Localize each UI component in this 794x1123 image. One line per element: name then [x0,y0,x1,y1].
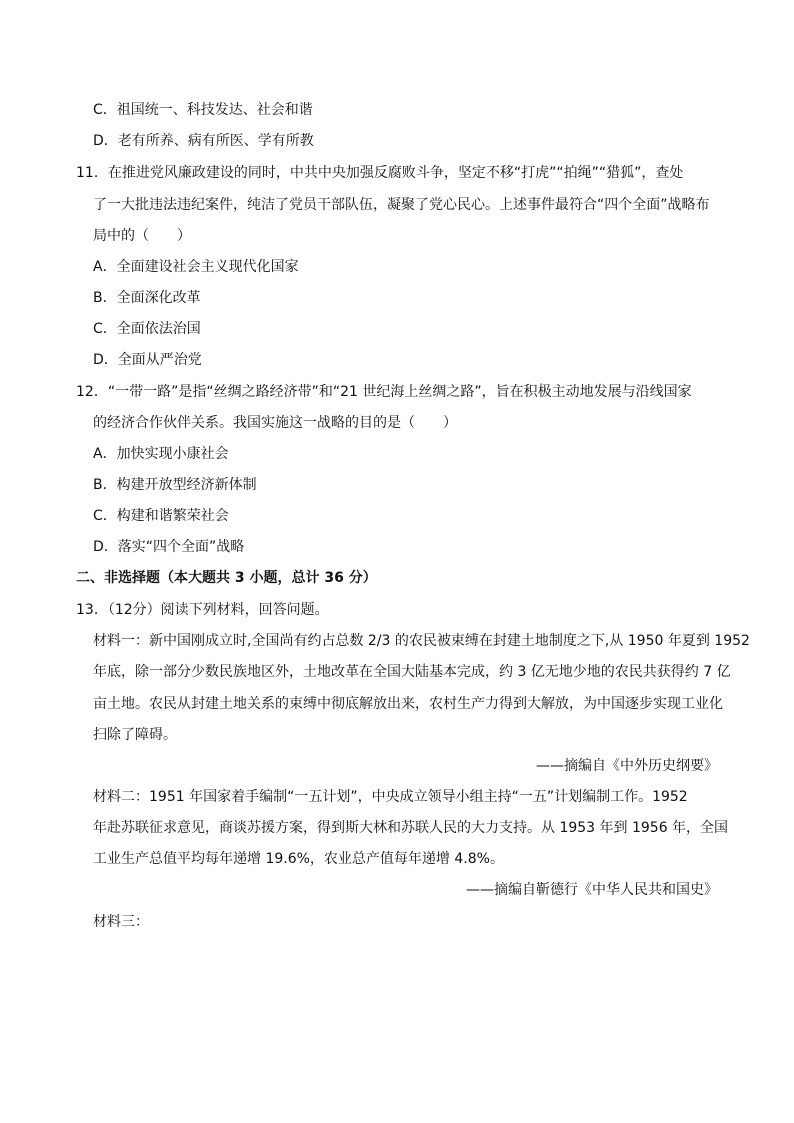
q13-material2-line3: 工业生产总值平均每年递增 19.6%，农业总产值每年递增 4.8%。 [93,851,504,867]
q13-material2-source: ——摘编自靳德行《中华人民共和国史》 [466,882,718,898]
q13-material3-label: 材料三： [93,914,149,930]
q12-option-a: A．加快实现小康社会 [93,446,229,462]
q11-stem-line2: 了一大批违法违纪案件，纯洁了党员干部队伍，凝聚了党心民心。上述事件最符合“四个全面”战略布 [93,197,710,213]
q12-option-c: C．构建和谐繁荣社会 [93,508,229,524]
q11-stem-line3: 局中的（ ） [93,228,191,244]
q11-option-b: B．全面深化改革 [93,290,201,306]
q12-option-b: B．构建开放型经济新体制 [93,477,257,493]
q12-option-d: D．落实“四个全面”战略 [93,539,245,555]
q11-option-c: C．全面依法治国 [93,321,201,337]
q13-material1-line3: 亩土地。农民从封建土地关系的束缚中彻底解放出来，农村生产力得到大解放，为中国逐步实现工业化 [93,696,723,712]
q12-stem-line2: 的经济合作伙伴关系。我国实施这一战略的目的是（ ） [93,415,457,431]
q13-material1-source: ——摘编自《中外历史纲要》 [536,758,718,774]
q12-stem-line1: 12．“一带一路”是指“丝绸之路经济带”和“21 世纪海上丝绸之路”，旨在积极主动地发展与沿线国家 [76,384,692,400]
q13-material1-line2: 年底，除一部分少数民族地区外，土地改革在全国大陆基本完成，约 3 亿无地少地的农民共获得约 7 亿 [93,664,731,680]
q13-stem: 13．（12分）阅读下列材料，回答问题。 [76,602,329,618]
section-heading: 二、非选择题（本大题共 3 小题，总计 36 分） [76,570,377,586]
q11-stem-line1: 11．在推进党风廉政建设的同时，中共中央加强反腐败斗争，坚定不移“打虎”“拍绳”“猎狐”，查处 [76,165,684,181]
q11-option-d: D．全面从严治党 [93,352,202,368]
q13-material1-line1: 材料一：新中国刚成立时,全国尚有约占总数 2/3 的农民被束缚在封建土地制度之下,从 1950 年夏到 1952 [93,633,750,649]
q13-material2-line1: 材料二：1951 年国家着手编制“一五计划”，中央成立领导小组主持“一五”计划编制工作。1952 [93,789,688,805]
q10-option-d: D．老有所养、病有所医、学有所教 [93,133,314,149]
q13-material1-line4: 扫除了障碍。 [93,727,177,743]
q13-material2-line2: 年赴苏联征求意见，商谈苏援方案，得到斯大林和苏联人民的大力支持。从 1953 年到 1956 年，全国 [93,820,729,836]
q10-option-c: C．祖国统一、科技发达、社会和谐 [93,102,313,118]
q11-option-a: A．全面建设社会主义现代化国家 [93,259,299,275]
